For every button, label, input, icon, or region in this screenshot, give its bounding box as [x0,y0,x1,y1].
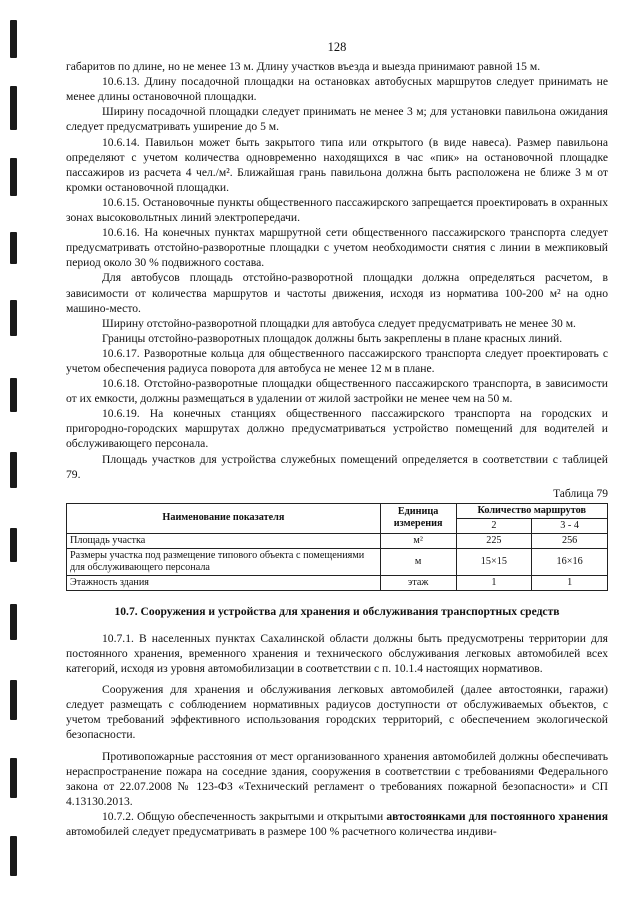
table-cell-unit: этаж [380,575,456,590]
paragraph: Площадь участков для устройства служебных помещений определяется в соответствии с таблицей 79. [66,452,608,481]
table-cell-unit: м [380,548,456,575]
paragraph: Для автобусов площадь отстойно-разворотной площадки должна определяться расчетом, в зависимости от количества маршрутов и частоты движения, исходя из норматива 100-200 м² на одно машино-место. [66,271,608,315]
paragraph: 10.7.1. В населенных пунктах Сахалинской области должны быть предусмотрены территории для постоянного хранения, временного хранения и технического обслуживания легковых автомобилей всех категорий, исходя из уровня автомобилизации в соответствии с п. 10.1.4 настоящих нормативов. [66,631,608,676]
text-run: автомобилей следует предусматривать в размере 100 % расчетного количества индиви- [66,825,497,839]
table-header-col3: 3 - 4 [532,518,608,533]
table-79 [66,503,608,591]
section-title: 10.7. Сооружения и устройства для хранения и обслуживания транспортных средств [114,604,560,618]
paragraph: 10.6.14. Павильон может быть закрытого типа или открытого (в виде навеса). Размер павильона определяют с учетом количества одновременно находящихся в час «пик» на остановочной площадке пассажиров из расчета 4 чел./м². Ближайшая грань павильона должна быть расположена не ближе 3 м от кромки остановочной площадки. [66,135,608,194]
table-cell-value: 16×16 [532,548,608,575]
paragraph: 10.6.16. На конечных пунктах маршрутной сети общественного пассажирского транспорта следует предусматривать отстойно-разворотные площадки с учетом необходимости снятия с линии в межпиковый период около 30 % подвижного состава. [66,226,608,270]
table-cell-name: Размеры участка под размещение типового объекта с помещениями для обслуживающего персонала [67,548,381,575]
table-cell-value: 1 [532,575,608,590]
paragraph: 10.6.18. Отстойно-разворотные площадки общественного пассажирского транспорта, в зависимости от их емкости, должны размещаться в удалении от жилой застройки не менее чем на 50 м. [66,377,608,406]
table-cell-unit: м² [380,533,456,548]
table-header-unit: Единица измерения [380,503,456,533]
page-number: 128 [327,40,347,54]
paragraph: Противопожарные расстояния от мест организованного хранения автомобилей должны обеспечивать нераспространение пожара на соседние здания, сооружения в соответствии с требованиями Федерального закона от 22.07.2008 № 123-ФЗ «Технический регламент о требованиях пожарной безопасности» и СП 4.13130.2013. [66,749,608,808]
paragraph: Сооружения для хранения и обслуживания легковых автомобилей (далее автостоянки, гаражи) следует размещать с соблюдением нормативных радиусов доступности от обслуживаемых объектов, с учетом требований эффективного использования городских территорий, с обеспечением экологической безопасности. [66,683,608,742]
table-caption: Таблица 79 [553,487,608,500]
table-cell-value: 256 [532,533,608,548]
paragraph: 10.6.13. Длину посадочной площадки на остановках автобусных маршрутов следует принимать не менее длины остановочной площадки. [66,75,608,104]
paragraph: габаритов по длине, но не менее 13 м. Длину участков въезда и выезда принимают равной 15 м. [66,60,541,74]
table-cell-value: 15×15 [456,548,532,575]
table-header-col2: 2 [456,518,532,533]
text-run: 10.7.2. Общую обеспеченность закрытыми и открытыми [102,809,387,823]
table-cell-value: 1 [456,575,532,590]
paragraph: 10.6.17. Разворотные кольца для общественного пассажирского транспорта следует проектировать с учетом обеспечения радиуса поворота для автобуса не менее 12 м в плане. [66,346,608,375]
binder-holes [10,0,18,905]
table-row [67,548,608,575]
paragraph: Ширину отстойно-разворотной площадки для автобуса следует предусматривать не менее 30 м. [102,316,576,330]
table-cell-name: Площадь участка [67,533,381,548]
page-content [66,40,608,839]
paragraph-last [66,809,608,839]
paragraph: 10.6.15. Остановочные пункты общественного пассажирского запрещается проектировать в охранных зонах высоковольтных линий электропередачи. [66,195,608,225]
table-header-count: Количество маршрутов [456,503,608,518]
table-header-name: Наименование показателя [67,503,381,533]
table-cell-name: Этажность здания [67,575,381,590]
paragraph: Ширину посадочной площадки следует принимать не менее 3 м; для установки павильона ожидания следует предусматривать уширение до 5 м. [66,105,608,134]
paragraph: 10.6.19. На конечных станциях общественного пассажирского транспорта на городских и пригородно-городских маршрутах должно предусматриваться устройство помещений для водителей и обслуживающего персонала. [66,407,608,451]
table-row [67,575,608,590]
table-row [67,533,608,548]
bold-text: автостоянками для постоянного хранения [386,809,608,823]
paragraph: Границы отстойно-разворотных площадок должны быть закреплены в плане красных линий. [102,331,563,345]
table-cell-value: 225 [456,533,532,548]
